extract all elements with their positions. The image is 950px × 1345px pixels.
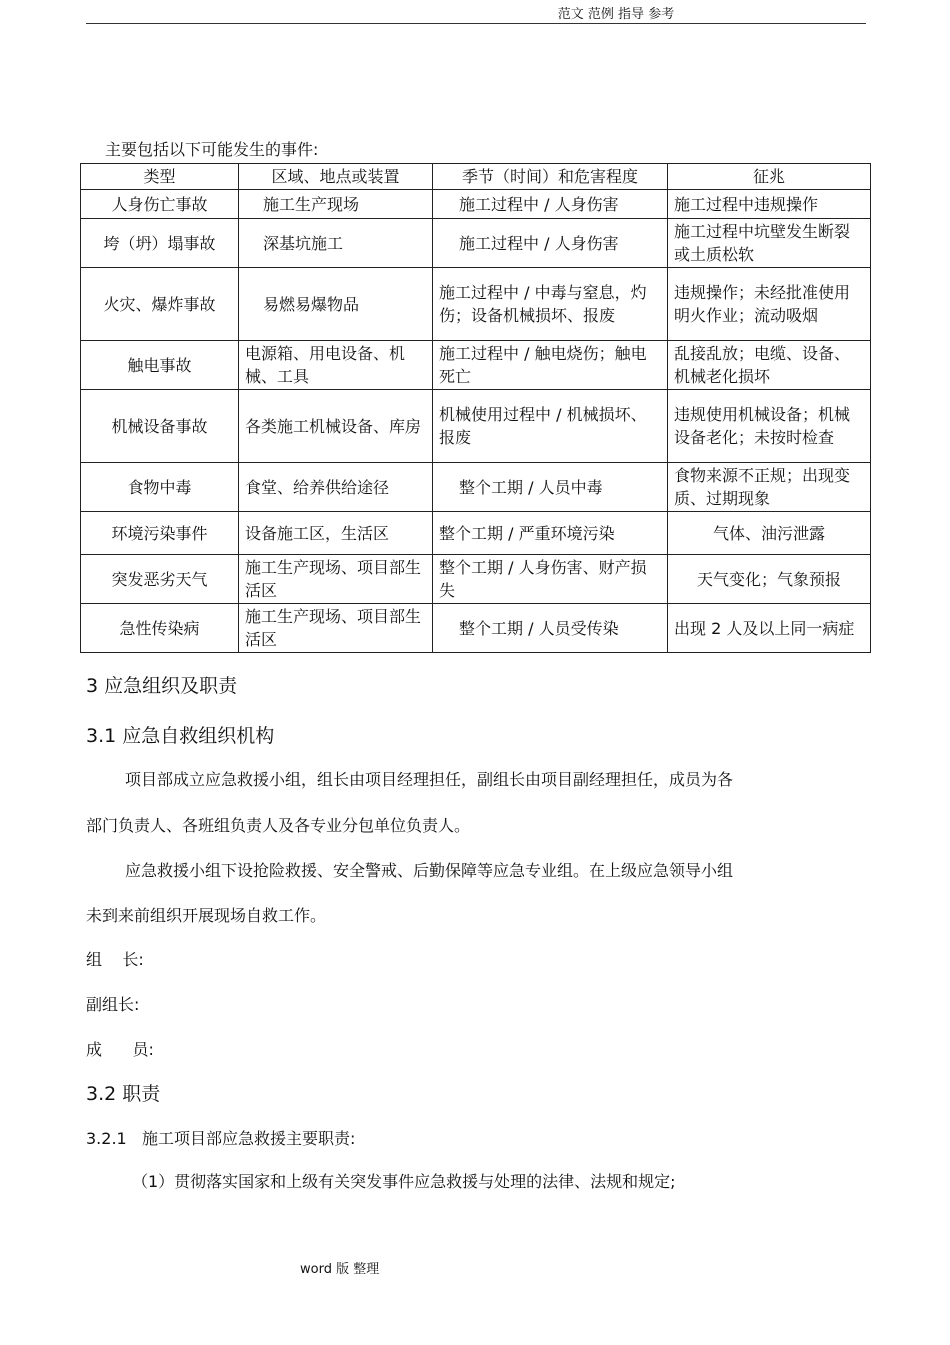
table-cell: 环境污染事件 <box>81 512 239 555</box>
table-header-cell: 区域、地点或装置 <box>239 164 433 190</box>
events-table <box>80 163 871 653</box>
section-3-2-heading: 3.2 职责 <box>86 1083 161 1105</box>
table-cell: 整个工期 / 人员中毒 <box>433 463 668 512</box>
table-cell: 乱接乱放；电缆、设备、机械老化损坏 <box>668 341 871 390</box>
header-rule <box>86 23 866 24</box>
table-cell: 违规使用机械设备；机械设备老化；未按时检查 <box>668 390 871 463</box>
table-cell: 食物来源不正规；出现变质、过期现象 <box>668 463 871 512</box>
paragraph-line: 应急救援小组下设抢险救援、安全警戒、后勤保障等应急专业组。在上级应急领导小组 <box>125 861 734 880</box>
table-cell: 施工过程中 / 触电烧伤；触电死亡 <box>433 341 668 390</box>
table-cell: 火灾、爆炸事故 <box>81 268 239 341</box>
intro-text: 主要包括以下可能发生的事件: <box>105 140 319 159</box>
table-cell: 施工过程中 / 人身伤害 <box>433 190 668 219</box>
table-cell: 易燃易爆物品 <box>239 268 433 341</box>
table-row <box>81 190 871 219</box>
paragraph-line: 项目部成立应急救援小组，组长由项目经理担任，副组长由项目副经理担任，成员为各 <box>125 770 734 789</box>
table-cell: 整个工期 / 人身伤害、财产损失 <box>433 555 668 604</box>
table-header-cell: 征兆 <box>668 164 871 190</box>
table-row <box>81 555 871 604</box>
table-cell: 出现 2 人及以上同一病症 <box>668 604 871 653</box>
header-text: 范文 范例 指导 参考 <box>557 7 675 22</box>
table-cell: 天气变化；气象预报 <box>668 555 871 604</box>
table-cell: 施工过程中坑壁发生断裂或土质松软 <box>668 219 871 268</box>
table-cell: 施工过程中 / 人身伤害 <box>433 219 668 268</box>
table-header-cell: 类型 <box>81 164 239 190</box>
table-cell: 施工过程中违规操作 <box>668 190 871 219</box>
paragraph-line: 未到来前组织开展现场自救工作。 <box>86 906 327 925</box>
table-cell: 突发恶劣天气 <box>81 555 239 604</box>
table-row <box>81 268 871 341</box>
deputy-label: 副组长: <box>86 995 140 1014</box>
section-3-2-1-heading: 3.2.1 施工项目部应急救援主要职责: <box>86 1129 356 1148</box>
table-header-row <box>81 164 871 190</box>
table-cell: 施工生产现场 <box>239 190 433 219</box>
section-3-1-heading: 3.1 应急自救组织机构 <box>86 725 275 747</box>
table-cell: 违规操作；未经批准使用明火作业；流动吸烟 <box>668 268 871 341</box>
table-cell: 人身伤亡事故 <box>81 190 239 219</box>
page-header <box>86 2 866 24</box>
paragraph-line: 部门负责人、各班组负责人及各专业分包单位负责人。 <box>86 816 471 835</box>
table-cell: 食物中毒 <box>81 463 239 512</box>
table-cell: 施工生产现场、项目部生活区 <box>239 555 433 604</box>
table-row <box>81 341 871 390</box>
table-row <box>81 390 871 463</box>
table-cell: 各类施工机械设备、库房 <box>239 390 433 463</box>
leader-label: 组 长: <box>86 950 144 969</box>
section-3-heading: 3 应急组织及职责 <box>86 675 238 697</box>
table-cell: 气体、油污泄露 <box>668 512 871 555</box>
page-footer: word 版 整理 <box>300 1262 380 1277</box>
table-row <box>81 604 871 653</box>
table-cell: 机械设备事故 <box>81 390 239 463</box>
table-row <box>81 219 871 268</box>
table-cell: 电源箱、用电设备、机械、工具 <box>239 341 433 390</box>
table-cell: 施工过程中 / 中毒与窒息，灼伤；设备机械损坏、报废 <box>433 268 668 341</box>
table-cell: 急性传染病 <box>81 604 239 653</box>
table-cell: 整个工期 / 人员受传染 <box>433 604 668 653</box>
table-cell: 机械使用过程中 / 机械损坏、报废 <box>433 390 668 463</box>
table-cell: 深基坑施工 <box>239 219 433 268</box>
members-label: 成 员: <box>86 1040 154 1059</box>
table-row <box>81 512 871 555</box>
table-header-cell: 季节（时间）和危害程度 <box>433 164 668 190</box>
table-row <box>81 463 871 512</box>
duty-item: （1）贯彻落实国家和上级有关突发事件应急救援与处理的法律、法规和规定; <box>132 1172 676 1191</box>
table-cell: 垮（坍）塌事故 <box>81 219 239 268</box>
table-cell: 触电事故 <box>81 341 239 390</box>
table-cell: 整个工期 / 严重环境污染 <box>433 512 668 555</box>
table-cell: 食堂、给养供给途径 <box>239 463 433 512</box>
table-cell: 设备施工区，生活区 <box>239 512 433 555</box>
table-cell: 施工生产现场、项目部生活区 <box>239 604 433 653</box>
